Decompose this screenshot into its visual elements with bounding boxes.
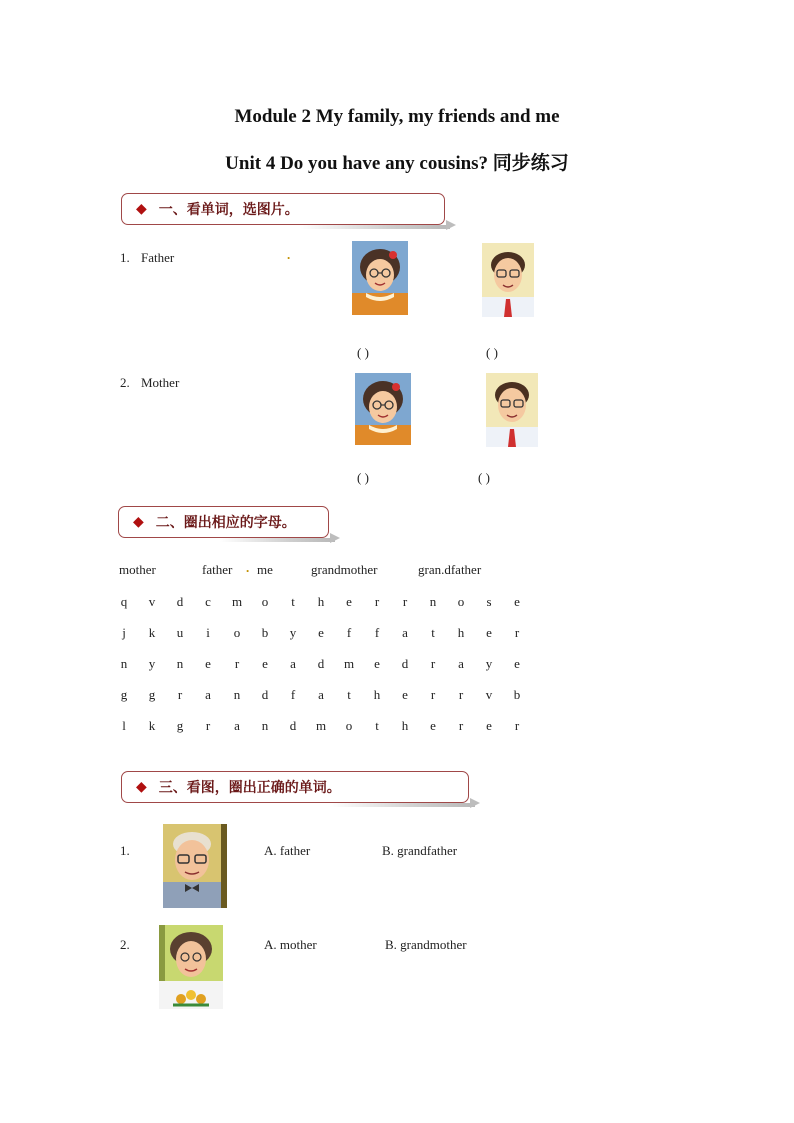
letter-cell[interactable]: k: [148, 625, 156, 640]
answer-paren[interactable]: ( ): [486, 345, 498, 360]
letter-cell[interactable]: a: [290, 656, 296, 671]
letter-cell[interactable]: a: [318, 687, 324, 702]
letter-cell[interactable]: e: [346, 594, 352, 609]
section-tail: [470, 798, 480, 808]
letter-cell[interactable]: f: [346, 625, 352, 640]
letter-grid-row: [0, 718, 794, 734]
word-list-item: father: [202, 562, 233, 577]
page-subtitle: Unit 4 Do you have any cousins? 同步练习: [225, 153, 569, 174]
letter-cell[interactable]: l: [122, 718, 126, 733]
section-heading-text: 一、看单词，选图片。: [158, 202, 299, 218]
letter-cell[interactable]: e: [374, 656, 380, 671]
letter-cell[interactable]: f: [290, 687, 296, 702]
letter-cell[interactable]: k: [148, 718, 156, 733]
letter-cell[interactable]: y: [485, 656, 493, 671]
letter-cell[interactable]: h: [373, 687, 381, 702]
letter-cell[interactable]: d: [261, 687, 269, 702]
letter-cell[interactable]: f: [374, 625, 380, 640]
question-number: 2.: [120, 937, 130, 952]
option-b[interactable]: B. grandmother: [385, 937, 467, 952]
letter-cell[interactable]: n: [429, 594, 437, 609]
letter-cell[interactable]: r: [458, 718, 464, 733]
letter-cell[interactable]: o: [261, 594, 269, 609]
letter-cell[interactable]: r: [514, 718, 520, 733]
father-portrait: [486, 373, 538, 447]
letter-grid-row: [0, 687, 794, 703]
letter-cell[interactable]: t: [431, 625, 435, 640]
letter-cell[interactable]: r: [430, 656, 436, 671]
letter-cell[interactable]: e: [402, 687, 408, 702]
section-tail: [330, 533, 340, 543]
letter-cell[interactable]: r: [205, 718, 211, 733]
word-list-item: me: [257, 562, 273, 577]
letter-cell[interactable]: m: [343, 656, 355, 671]
question-number: 1.: [120, 250, 130, 265]
letter-cell[interactable]: r: [430, 687, 436, 702]
letter-cell[interactable]: t: [347, 687, 351, 702]
letter-cell[interactable]: j: [122, 625, 126, 640]
word-list-item: mother: [119, 562, 156, 577]
word-list-item: grandmother: [311, 562, 378, 577]
letter-cell[interactable]: e: [486, 718, 492, 733]
letter-cell[interactable]: e: [318, 625, 324, 640]
letter-cell[interactable]: h: [401, 718, 409, 733]
diamond-icon: ◆: [136, 201, 147, 217]
grandfather-portrait: [163, 824, 227, 908]
letter-cell[interactable]: o: [457, 594, 465, 609]
letter-cell[interactable]: c: [205, 594, 211, 609]
letter-cell[interactable]: v: [485, 687, 493, 702]
question-word: Father: [141, 250, 175, 265]
letter-cell[interactable]: m: [231, 594, 243, 609]
section-shadow: [300, 225, 450, 229]
section-heading-2: [118, 506, 329, 538]
letter-cell[interactable]: g: [120, 687, 128, 702]
letter-cell[interactable]: g: [148, 687, 156, 702]
letter-cell[interactable]: t: [291, 594, 295, 609]
letter-cell[interactable]: y: [148, 656, 156, 671]
question-number: 2.: [120, 375, 130, 390]
letter-cell[interactable]: n: [120, 656, 128, 671]
letter-cell[interactable]: d: [176, 594, 184, 609]
letter-cell[interactable]: e: [430, 718, 436, 733]
letter-cell[interactable]: h: [457, 625, 465, 640]
letter-cell[interactable]: n: [261, 718, 269, 733]
letter-cell[interactable]: y: [289, 625, 297, 640]
section-shadow: [330, 803, 475, 807]
letter-cell[interactable]: e: [262, 656, 268, 671]
father-portrait: [482, 243, 534, 317]
letter-cell[interactable]: n: [233, 687, 241, 702]
letter-cell[interactable]: b: [513, 687, 521, 702]
letter-cell[interactable]: d: [401, 656, 409, 671]
section-heading-text: 二、圈出相应的字母。: [155, 515, 296, 531]
letter-cell[interactable]: a: [205, 687, 211, 702]
answer-paren[interactable]: ( ): [478, 470, 490, 485]
letter-cell[interactable]: r: [514, 625, 520, 640]
letter-cell[interactable]: a: [458, 656, 464, 671]
letter-cell[interactable]: o: [345, 718, 353, 733]
letter-cell[interactable]: s: [486, 594, 492, 609]
letter-cell[interactable]: a: [234, 718, 240, 733]
letter-cell[interactable]: b: [261, 625, 269, 640]
question-word: Mother: [141, 375, 180, 390]
stray-dot: .: [246, 560, 250, 575]
letter-cell[interactable]: r: [374, 594, 380, 609]
answer-paren[interactable]: ( ): [357, 345, 369, 360]
option-a[interactable]: A. mother: [264, 937, 317, 952]
letter-cell[interactable]: n: [176, 656, 184, 671]
section-shadow: [220, 538, 335, 542]
letter-grid-row: [0, 594, 794, 610]
section-tail: [446, 220, 456, 230]
letter-cell[interactable]: e: [205, 656, 211, 671]
girl-portrait: [352, 241, 408, 315]
letter-cell[interactable]: e: [514, 656, 520, 671]
letter-cell[interactable]: t: [375, 718, 379, 733]
letter-grid-row: [0, 625, 794, 641]
section-heading-1: [121, 193, 445, 225]
letter-cell[interactable]: r: [234, 656, 240, 671]
answer-paren[interactable]: ( ): [357, 470, 369, 485]
letter-cell[interactable]: g: [176, 718, 184, 733]
section-heading-3: [121, 771, 469, 803]
letter-cell[interactable]: r: [458, 687, 464, 702]
letter-cell[interactable]: v: [148, 594, 156, 609]
letter-cell[interactable]: a: [402, 625, 408, 640]
letter-cell[interactable]: i: [206, 625, 210, 640]
word-list-item: gran.dfather: [418, 562, 482, 577]
page-title: Module 2 My family, my friends and me: [234, 106, 560, 127]
diamond-icon: ◆: [133, 514, 144, 530]
letter-cell[interactable]: r: [177, 687, 183, 702]
letter-cell[interactable]: r: [402, 594, 408, 609]
question-number: 1.: [120, 843, 130, 858]
letter-cell[interactable]: q: [120, 594, 128, 609]
stray-dot: .: [287, 247, 291, 262]
letter-grid-row: [0, 656, 794, 672]
letter-cell[interactable]: m: [315, 718, 327, 733]
option-a[interactable]: A. father: [264, 843, 311, 858]
letter-cell[interactable]: u: [176, 625, 184, 640]
letter-cell[interactable]: e: [486, 625, 492, 640]
grandmother-portrait: [159, 925, 223, 1009]
girl-portrait: [355, 373, 411, 445]
diamond-icon: ◆: [136, 779, 147, 795]
section-heading-text: 三、看图，圈出正确的单词。: [158, 780, 341, 796]
option-b[interactable]: B. grandfather: [382, 843, 458, 858]
letter-cell[interactable]: e: [514, 594, 520, 609]
letter-cell[interactable]: d: [289, 718, 297, 733]
letter-cell[interactable]: h: [317, 594, 325, 609]
letter-cell[interactable]: o: [233, 625, 241, 640]
letter-cell[interactable]: d: [317, 656, 325, 671]
